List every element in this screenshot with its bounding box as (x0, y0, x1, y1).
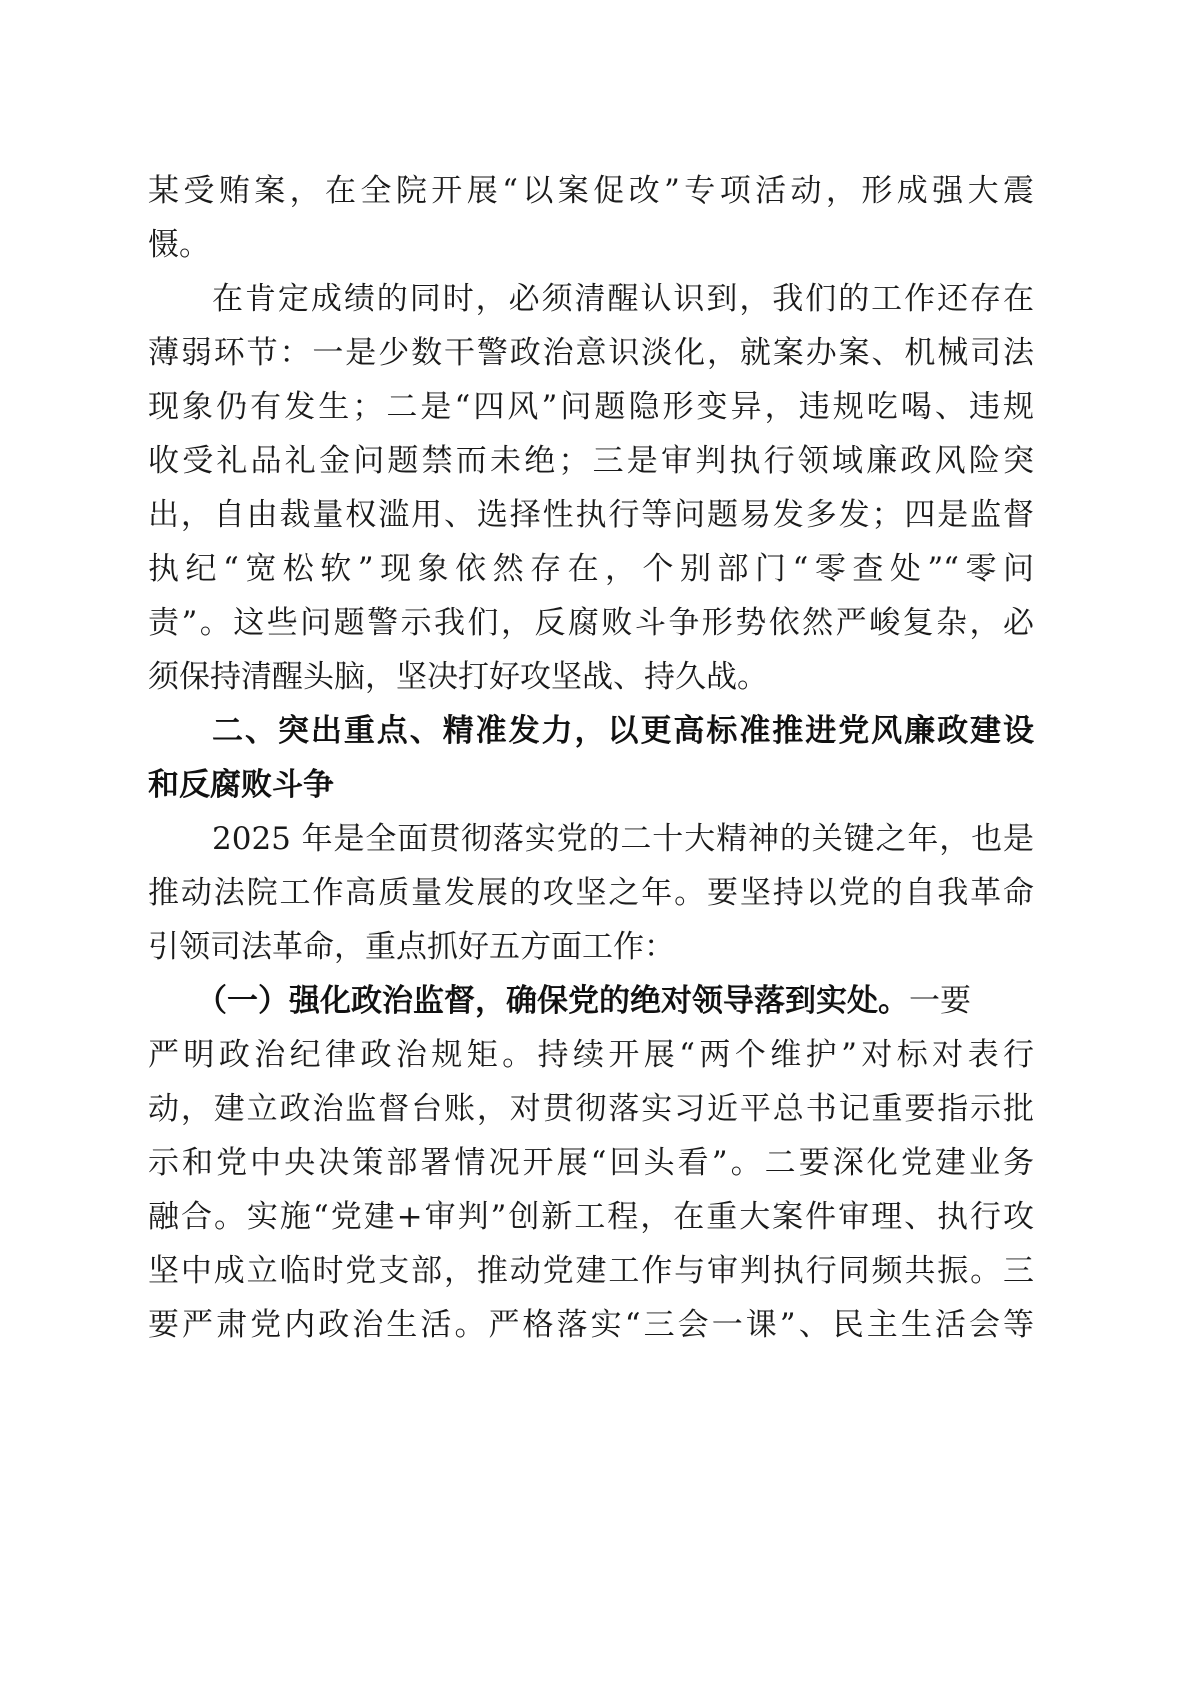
paragraph-line: 慑。 (148, 227, 210, 263)
paragraph-line: 责”。这些问题警示我们，反腐败斗争形势依然严峻复杂，必 (148, 605, 1034, 641)
paragraph-line: 在肯定成绩的同时，必须清醒认识到，我们的工作还存在 (212, 281, 1034, 317)
paragraph-line: 动，建立政治监督台账，对贯彻落实习近平总书记重要指示批 (148, 1091, 1034, 1127)
subsection-line (196, 972, 1034, 1030)
paragraph-line: 须保持清醒头脑，坚决打好攻坚战、持久战。 (148, 659, 768, 695)
paragraph-line: 收受礼品礼金问题禁而未绝；三是审判执行领域廉政风险突 (148, 443, 1034, 479)
section-heading: 二、突出重点、精准发力，以更高标准推进党风廉政建设 (212, 713, 1034, 749)
paragraph-line: 融合。实施“党建+审判”创新工程，在重大案件审理、执行攻 (148, 1199, 1034, 1235)
subsection-heading: （一）强化政治监督，确保党的绝对领导落到实处。 (196, 983, 909, 1019)
paragraph-line: 2025 年是全面贯彻落实党的二十大精神的关键之年，也是 (212, 821, 1034, 857)
paragraph-line: 示和党中央决策部署情况开展“回头看”。二要深化党建业务 (148, 1145, 1034, 1181)
paragraph-line: 推动法院工作高质量发展的攻坚之年。要坚持以党的自我革命 (148, 875, 1034, 911)
paragraph-line: 薄弱环节：一是少数干警政治意识淡化，就案办案、机械司法 (148, 335, 1034, 371)
paragraph-line: 执纪“宽松软”现象依然存在，个别部门“零查处”“零问 (148, 551, 1034, 587)
paragraph-line: 现象仍有发生；二是“四风”问题隐形变异，违规吃喝、违规 (148, 389, 1034, 425)
paragraph-text: 一要 (909, 983, 971, 1019)
paragraph-line: 坚中成立临时党支部，推动党建工作与审判执行同频共振。三 (148, 1253, 1034, 1289)
paragraph-line: 出，自由裁量权滥用、选择性执行等问题易发多发；四是监督 (148, 497, 1034, 533)
paragraph-line: 严明政治纪律政治规矩。持续开展“两个维护”对标对表行 (148, 1037, 1034, 1073)
paragraph-line: 要严肃党内政治生活。严格落实“三会一课”、民主生活会等 (148, 1307, 1034, 1343)
paragraph-line: 引领司法革命，重点抓好五方面工作： (148, 929, 675, 965)
paragraph-line: 某受贿案，在全院开展“以案促改”专项活动，形成强大震 (148, 173, 1034, 209)
section-heading: 和反腐败斗争 (148, 767, 334, 803)
